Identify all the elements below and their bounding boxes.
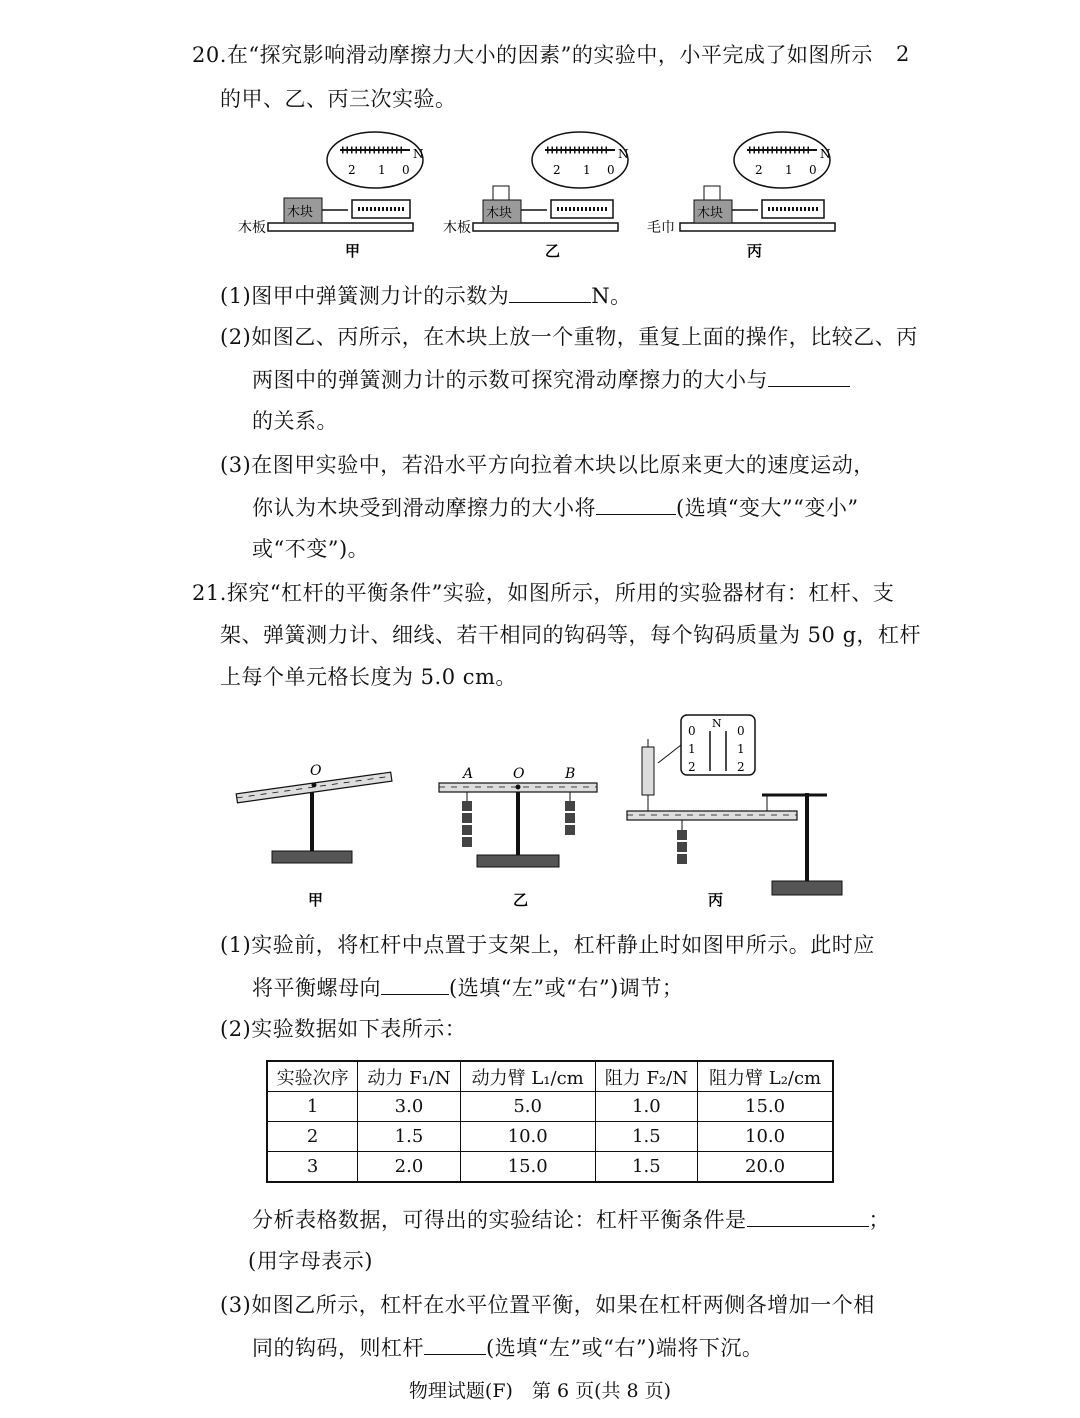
q20-label-bing: 丙 xyxy=(747,242,763,260)
q21-panel-jia xyxy=(236,763,392,909)
table-row xyxy=(267,1152,833,1183)
q21-stem-line1: 21.探究“杠杆的平衡条件”实验，如图所示，所用的实验器材有：杠杆、支 xyxy=(192,581,895,605)
q20-part3-suffix: (选填“变大”“变小” xyxy=(676,496,859,520)
q20-callout-bing xyxy=(734,132,830,188)
q20-part1-blank[interactable] xyxy=(509,280,591,303)
q21-bing-spring-scale xyxy=(642,747,654,795)
q20-tick-2-yi: 2 xyxy=(553,163,561,177)
q21-jia-pivot-label: O xyxy=(310,763,322,779)
q21-label-yi: 乙 xyxy=(513,891,529,909)
q21-part3-suffix: (选填“左”或“右”)端将下沉。 xyxy=(486,1336,764,1360)
q20-label-yi: 乙 xyxy=(545,242,561,260)
q21-bing-unit: N xyxy=(712,717,722,730)
q21-data-table xyxy=(266,1060,834,1183)
q20-surface-label-jia: 木板 xyxy=(238,220,266,236)
table-header: 实验次序 xyxy=(267,1061,358,1092)
table-cell: 20.0 xyxy=(698,1152,833,1183)
q20-tick-1-yi: 1 xyxy=(583,163,591,177)
table-cell: 1 xyxy=(267,1092,358,1122)
q20-tick-0-yi: 0 xyxy=(607,163,615,177)
q21-part3-blank[interactable] xyxy=(424,1332,486,1355)
q20-callout-jia xyxy=(327,132,423,188)
q20-part3-line1: (3)在图甲实验中，若沿水平方向拉着木块以比原来更大的速度运动， xyxy=(220,453,875,477)
q21-part1-blank[interactable] xyxy=(381,972,449,995)
q21-analysis xyxy=(252,1204,890,1235)
q20-part2-blank[interactable] xyxy=(768,364,850,387)
q20-part2-line1: (2)如图乙、丙所示，在木块上放一个重物，重复上面的操作，比较乙、丙 xyxy=(220,325,918,349)
q20-tick-0-jia: 0 xyxy=(402,163,410,177)
q21-part3-prefix: 同的钩码，则杠杆 xyxy=(252,1336,424,1360)
table-header: 阻力臂 L₂/cm xyxy=(698,1061,833,1092)
q20-part1-suffix: N。 xyxy=(591,284,632,308)
q21-part1-line1: (1)实验前，将杠杆中点置于支架上，杠杆静止时如图甲所示。此时应 xyxy=(220,933,875,957)
q21-part3-line2 xyxy=(252,1332,763,1363)
q20-unit-yi: N xyxy=(618,147,629,161)
q20-unit-jia: N xyxy=(413,147,424,161)
q20-block-label-jia: 木块 xyxy=(287,205,314,220)
q20-tick-1-bing: 1 xyxy=(785,163,793,177)
q20-panel-bing xyxy=(647,132,835,260)
q21-analysis-note: (用字母表示) xyxy=(248,1249,373,1273)
q21-label-jia: 甲 xyxy=(308,891,324,909)
q21-figure xyxy=(222,705,862,920)
table-cell: 3 xyxy=(267,1152,358,1183)
table-cell: 1.0 xyxy=(595,1092,698,1122)
q20-tick-2-jia: 2 xyxy=(348,163,356,177)
q21-bing-tick-2-left: 2 xyxy=(688,760,696,774)
q20-spring-scale-jia xyxy=(352,200,410,218)
table-row xyxy=(267,1092,833,1122)
table-header: 动力臂 L₁/cm xyxy=(460,1061,595,1092)
table-cell: 2.0 xyxy=(358,1152,461,1183)
q21-bing-tick-2-right: 2 xyxy=(737,760,745,774)
q21-stem-line3: 上每个单元格长度为 5.0 cm。 xyxy=(220,665,517,689)
page-footer: 物理试题(F) 第 6 页(共 8 页) xyxy=(408,1380,672,1402)
table-cell: 10.0 xyxy=(698,1122,833,1152)
page-marker: 2 xyxy=(896,42,910,66)
q21-yi-point-a: A xyxy=(463,766,474,782)
q20-part2-text: 两图中的弹簧测力计的示数可探究滑动摩擦力的大小与 xyxy=(252,368,768,392)
q20-tick-0-bing: 0 xyxy=(809,163,817,177)
q20-surface-label-bing: 毛巾 xyxy=(647,220,675,236)
table-cell: 10.0 xyxy=(460,1122,595,1152)
q20-tick-1-jia: 1 xyxy=(378,163,386,177)
q21-part2: (2)实验数据如下表所示： xyxy=(220,1017,467,1041)
q20-stem-line2: 的甲、乙、丙三次实验。 xyxy=(220,87,457,111)
q20-figure xyxy=(230,128,840,263)
q20-part3-blank[interactable] xyxy=(596,492,676,515)
table-cell: 2 xyxy=(267,1122,358,1152)
q20-label-jia: 甲 xyxy=(345,242,361,260)
table-cell: 1.5 xyxy=(595,1152,698,1183)
q20-unit-bing: N xyxy=(820,147,831,161)
table-cell: 1.5 xyxy=(358,1122,461,1152)
table-header: 阻力 F₂/N xyxy=(595,1061,698,1092)
q21-stem-line2: 架、弹簧测力计、细线、若干相同的钩码等，每个钩码质量为 50 g，杠杆 xyxy=(220,623,922,647)
q20-part3-line2 xyxy=(252,492,859,523)
q20-part2-line2 xyxy=(252,364,850,395)
table-cell: 15.0 xyxy=(460,1152,595,1183)
q20-block-label-bing: 木块 xyxy=(697,206,724,221)
table-cell: 1.5 xyxy=(595,1122,698,1152)
q21-analysis-blank[interactable] xyxy=(747,1204,869,1227)
q20-weight-bing xyxy=(704,186,720,200)
q20-block-label-yi: 木块 xyxy=(486,206,513,221)
table-header-row xyxy=(267,1061,833,1092)
q21-yi-pivot-label: O xyxy=(513,766,525,782)
table-header: 动力 F₁/N xyxy=(358,1061,461,1092)
q20-panel-jia xyxy=(238,132,424,260)
table-cell: 15.0 xyxy=(698,1092,833,1122)
q20-panel-yi xyxy=(443,132,629,260)
q21-part1-prefix: 将平衡螺母向 xyxy=(252,976,381,1000)
q21-panel-bing xyxy=(627,715,842,909)
q21-panel-yi xyxy=(439,766,597,909)
q20-part2-line3: 的关系。 xyxy=(252,409,338,433)
q20-stem-line1: 20.在“探究影响滑动摩擦力大小的因素”的实验中，小平完成了如图所示 xyxy=(192,43,873,67)
q20-tick-2-bing: 2 xyxy=(755,163,763,177)
q21-analysis-prefix: 分析表格数据，可得出的实验结论：杠杆平衡条件是 xyxy=(252,1208,747,1232)
q21-bing-tick-1-right: 1 xyxy=(737,742,745,756)
q20-part1-prefix: (1)图甲中弹簧测力计的示数为 xyxy=(220,284,510,308)
q20-part3-prefix: 你认为木块受到滑动摩擦力的大小将 xyxy=(252,496,596,520)
q21-yi-point-b: B xyxy=(565,766,576,782)
q20-callout-yi xyxy=(532,132,628,188)
table-cell: 3.0 xyxy=(358,1092,461,1122)
q20-weight-yi xyxy=(493,186,509,200)
q20-surface-label-yi: 木板 xyxy=(443,220,471,236)
table-cell: 5.0 xyxy=(460,1092,595,1122)
q20-part3-line3: 或“不变”)。 xyxy=(252,537,370,561)
q21-label-bing: 丙 xyxy=(708,891,724,909)
q21-part1-suffix: (选填“左”或“右”)调节； xyxy=(449,976,684,1000)
q21-bing-tick-0-right: 0 xyxy=(737,724,745,738)
q21-bing-tick-1-left: 1 xyxy=(688,742,696,756)
q20-part1 xyxy=(220,280,632,311)
q21-bing-tick-0-left: 0 xyxy=(688,724,696,738)
q21-part3-line1: (3)如图乙所示，杠杆在水平位置平衡，如果在杠杆两侧各增加一个相 xyxy=(220,1293,875,1317)
q21-analysis-suffix: ； xyxy=(868,1208,890,1232)
q21-part1-line2 xyxy=(252,972,683,1003)
table-row xyxy=(267,1122,833,1152)
